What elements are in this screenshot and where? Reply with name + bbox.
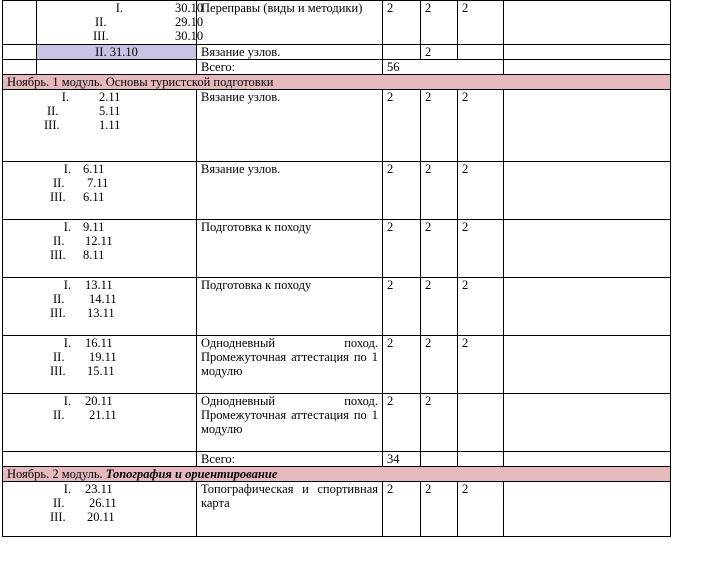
date-value: 19.11 xyxy=(89,350,117,364)
topic-cell: Однодневный поход. Промежуточная аттестация по 1 модулю xyxy=(197,394,383,452)
schedule-table xyxy=(2,0,671,537)
table-row xyxy=(3,162,671,220)
date-line xyxy=(7,336,192,350)
topic-cell: Подготовка к походу xyxy=(197,220,383,278)
empty-cell xyxy=(504,394,671,452)
date-line xyxy=(7,292,192,306)
group-numeral: I. xyxy=(63,336,71,350)
hours-cell: 2 xyxy=(458,278,504,336)
group-numeral: I. xyxy=(63,220,71,234)
hours-cell: 2 xyxy=(383,336,421,394)
group-numeral: III. xyxy=(50,306,66,320)
group-numeral: III. xyxy=(50,364,66,378)
hours-cell: 2 xyxy=(383,1,421,45)
group-numeral: I. xyxy=(63,278,71,292)
date-cell xyxy=(37,60,197,75)
date-cell-highlighted: II. 31.10 xyxy=(37,45,197,60)
empty-cell xyxy=(504,45,671,60)
empty-cell xyxy=(504,482,671,537)
hours-cell: 2 xyxy=(458,1,504,45)
date-line xyxy=(7,510,192,524)
topic-cell: Переправы (виды и методики) xyxy=(197,1,383,45)
date-line xyxy=(7,364,192,378)
group-numeral: II. xyxy=(95,15,107,29)
date-value: 8.11 xyxy=(83,248,105,262)
date-value: 12.11 xyxy=(85,234,113,248)
total-row xyxy=(3,452,671,467)
hours-cell: 2 xyxy=(383,394,421,452)
total-value: 34 xyxy=(383,452,421,467)
date-value: 16.11 xyxy=(85,336,113,350)
date-line xyxy=(7,408,192,422)
group-numeral: III. xyxy=(50,248,66,262)
hours-cell: 2 xyxy=(458,90,504,162)
date-line xyxy=(41,15,204,29)
date-line xyxy=(7,118,192,132)
empty-cell xyxy=(504,220,671,278)
date-line xyxy=(7,278,192,292)
empty-cell xyxy=(504,452,671,467)
group-numeral: II. xyxy=(53,234,65,248)
date-line xyxy=(7,496,192,510)
hours-cell: 2 xyxy=(421,482,458,537)
date-line xyxy=(7,90,192,104)
table-row xyxy=(3,220,671,278)
module-header-row xyxy=(3,467,671,482)
empty-cell xyxy=(504,162,671,220)
date-value: 6.11 xyxy=(83,190,105,204)
date-value: 20.11 xyxy=(85,394,113,408)
date-line xyxy=(41,29,204,43)
table-row xyxy=(3,278,671,336)
group-numeral: II. xyxy=(53,496,65,510)
date-line xyxy=(7,306,192,320)
topic-cell: Вязание узлов. xyxy=(197,162,383,220)
group-numeral: I. xyxy=(63,162,71,176)
topic-cell: Топографическая и спортивная карта xyxy=(197,482,383,537)
table-row xyxy=(3,45,671,60)
hours-cell: 2 xyxy=(383,162,421,220)
hours-cell: 2 xyxy=(421,220,458,278)
hours-cell xyxy=(458,394,504,452)
date-value: 23.11 xyxy=(85,482,113,496)
date-value: 14.11 xyxy=(89,292,117,306)
hours-cell: 2 xyxy=(383,90,421,162)
table-row xyxy=(3,90,671,162)
group-numeral: II. xyxy=(53,292,65,306)
date-cell xyxy=(3,336,197,394)
group-numeral: I. xyxy=(63,394,71,408)
date-value: 9.11 xyxy=(83,220,105,234)
hours-cell: 2 xyxy=(383,278,421,336)
group-numeral: III. xyxy=(44,118,60,132)
hours-cell: 2 xyxy=(383,220,421,278)
hours-cell: 2 xyxy=(421,394,458,452)
hours-cell: 2 xyxy=(421,278,458,336)
topic-cell: Подготовка к походу xyxy=(197,278,383,336)
date-cell xyxy=(3,452,197,467)
date-value: 6.11 xyxy=(83,162,105,176)
group-numeral: II. xyxy=(47,104,59,118)
date-value: 21.11 xyxy=(89,408,117,422)
hours-cell: 2 xyxy=(421,1,458,45)
hours-cell: 2 xyxy=(458,162,504,220)
date-line xyxy=(7,176,192,190)
module-title xyxy=(3,467,671,482)
group-numeral: II. xyxy=(53,176,65,190)
group-numeral: I. xyxy=(61,90,69,104)
date-line xyxy=(7,104,192,118)
date-cell xyxy=(3,162,197,220)
total-label: Всего: xyxy=(197,452,383,467)
date-line xyxy=(7,394,192,408)
hours-cell: 2 xyxy=(458,220,504,278)
topic-cell: Вязание узлов. xyxy=(197,90,383,162)
row-number-cell xyxy=(3,45,37,60)
table-row xyxy=(3,482,671,537)
total-label: Всего: xyxy=(197,60,383,75)
table-row xyxy=(3,1,671,45)
date-value: 5.11 xyxy=(99,104,121,118)
row-number-cell xyxy=(3,1,37,45)
date-line xyxy=(41,1,204,15)
date-cell xyxy=(3,394,197,452)
module-title-prefix: Ноябрь. 2 модуль. xyxy=(7,467,106,481)
hours-cell: 2 xyxy=(421,45,458,60)
date-cell xyxy=(3,90,197,162)
total-row xyxy=(3,60,671,75)
date-value: 20.11 xyxy=(87,510,115,524)
hours-cell xyxy=(421,452,458,467)
date-value: 30.10 xyxy=(175,1,204,15)
date-cell xyxy=(3,278,197,336)
date-line xyxy=(7,190,192,204)
date-line xyxy=(7,248,192,262)
group-numeral: I. xyxy=(115,1,123,15)
table-row xyxy=(3,336,671,394)
empty-cell xyxy=(504,336,671,394)
date-value: 29.10 xyxy=(175,15,204,29)
row-number-cell xyxy=(3,60,37,75)
group-numeral: III. xyxy=(50,190,66,204)
hours-cell: 2 xyxy=(421,336,458,394)
date-value: 1.11 xyxy=(99,118,121,132)
date-line xyxy=(7,162,192,176)
date-line xyxy=(7,220,192,234)
group-numeral: I. xyxy=(63,482,71,496)
hours-cell xyxy=(458,45,504,60)
hours-cell xyxy=(458,452,504,467)
table-row xyxy=(3,394,671,452)
module-header-row xyxy=(3,75,671,90)
topic-cell: Однодневный поход. Промежуточная аттестация по 1 модулю xyxy=(197,336,383,394)
date-value: 13.11 xyxy=(87,306,115,320)
hours-cell: 2 xyxy=(421,162,458,220)
module-title: Ноябрь. 1 модуль. Основы туристской подготовки xyxy=(3,75,671,90)
group-numeral: III. xyxy=(93,29,109,43)
topic-cell: Вязание узлов. xyxy=(197,45,383,60)
hours-cell: 2 xyxy=(383,482,421,537)
empty-cell xyxy=(504,90,671,162)
date-cell xyxy=(3,220,197,278)
date-value: 2.11 xyxy=(99,90,121,104)
hours-cell: 2 xyxy=(421,90,458,162)
date-value: 26.11 xyxy=(89,496,117,510)
group-numeral: II. xyxy=(53,350,65,364)
date-line xyxy=(7,482,192,496)
hours-cell xyxy=(383,45,421,60)
date-line xyxy=(7,234,192,248)
date-value: 7.11 xyxy=(87,176,109,190)
hours-cell: 2 xyxy=(458,336,504,394)
group-numeral: II. xyxy=(53,408,65,422)
date-value: 15.11 xyxy=(87,364,115,378)
date-value: 30.10 xyxy=(175,29,204,43)
date-value: 13.11 xyxy=(85,278,113,292)
total-value: 56 xyxy=(383,60,504,75)
empty-cell xyxy=(504,60,671,75)
empty-cell xyxy=(504,278,671,336)
empty-cell xyxy=(504,1,671,45)
group-numeral: III. xyxy=(50,510,66,524)
hours-cell: 2 xyxy=(458,482,504,537)
module-title-name: Топография и ориентирование xyxy=(105,467,278,481)
date-line xyxy=(7,350,192,364)
date-cell xyxy=(37,1,204,45)
date-cell xyxy=(3,482,197,537)
